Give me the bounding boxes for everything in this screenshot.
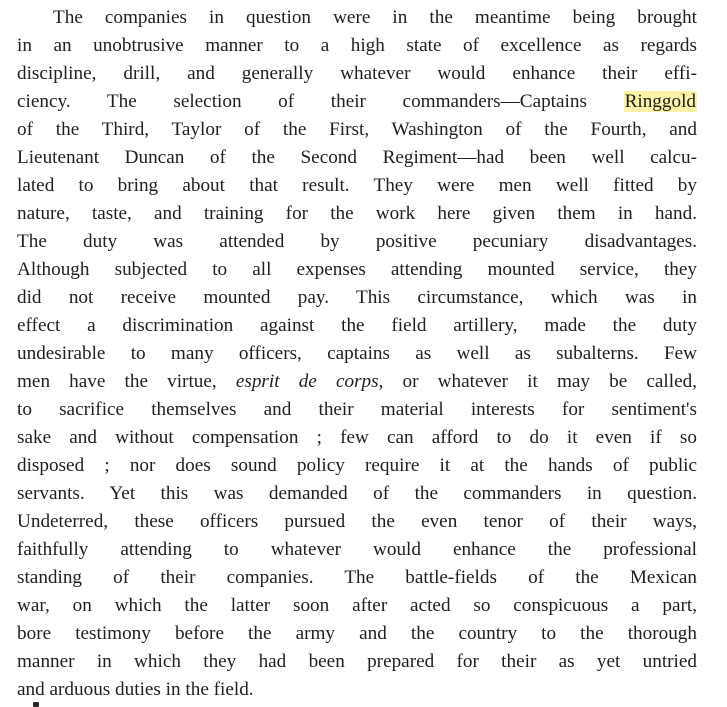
text-line — [17, 676, 697, 704]
text-segment: discipline, drill, and generally whatever would enhance their effi- — [17, 63, 697, 84]
text-segment: effect a discrimination against the field artillery, made the duty — [17, 315, 697, 336]
text-segment: Undeterred, these officers pursued the even tenor of their ways, — [17, 511, 697, 532]
text-segment: lated to bring about that result. They were men well fitted by — [17, 175, 697, 196]
text-line — [17, 592, 697, 620]
text-line — [17, 564, 697, 592]
text-segment: standing of their companies. The battle-fields of the Mexican — [17, 567, 697, 588]
text-segment: undesirable to many officers, captains as well as subalterns. Few — [17, 343, 697, 364]
text-segment: servants. Yet this was demanded of the commanders in question. — [17, 483, 697, 504]
text-segment: in an unobtrusive manner to a high state of excellence as regards — [17, 35, 697, 56]
text-segment: Lieutenant Duncan of the Second Regiment—had been well calcu- — [17, 147, 697, 168]
text-line — [17, 340, 697, 368]
text-segment: of the Third, Taylor of the First, Washington of the Fourth, and — [17, 119, 697, 140]
italic-phrase: esprit de corps — [235, 371, 379, 392]
text-segment: to sacrifice themselves and their material interests for sentiment's — [17, 399, 697, 420]
text-line — [17, 116, 697, 144]
text-segment: and arduous duties in the field. — [17, 679, 254, 700]
text-segment: nature, taste, and training for the work here given them in hand. — [17, 203, 697, 224]
text-line — [17, 536, 697, 564]
text-segment: The companies in question were in the meantime being brought — [53, 7, 697, 28]
text-line — [17, 4, 697, 32]
text-line — [17, 452, 697, 480]
text-line — [17, 88, 697, 116]
text-line — [17, 620, 697, 648]
text-segment: , or whatever it may be called, — [378, 371, 697, 392]
text-line — [17, 228, 697, 256]
text-segment: Although subjected to all expenses attending mounted service, they — [17, 259, 697, 280]
text-line — [17, 144, 697, 172]
text-line — [17, 424, 697, 452]
text-line — [17, 480, 697, 508]
text-line — [17, 60, 697, 88]
text-line — [17, 396, 697, 424]
text-line — [17, 256, 697, 284]
text-line — [17, 200, 697, 228]
text-segment: bore testimony before the army and the country to the thorough — [17, 623, 697, 644]
text-segment: men have the virtue, — [17, 371, 236, 392]
text-line — [17, 32, 697, 60]
highlighted-word: Ringgold — [624, 91, 696, 112]
text-line — [17, 172, 697, 200]
text-segment: sake and without compensation ; few can afford to do it even if so — [17, 427, 697, 448]
text-segment: war, on which the latter soon after acted so conspicuous a part, — [17, 595, 697, 616]
text-segment: faithfully attending to whatever would enhance the professional — [17, 539, 697, 560]
text-line — [17, 368, 697, 396]
text-segment: manner in which they had been prepared for their as yet untried — [17, 651, 697, 672]
body-paragraph — [17, 4, 697, 704]
next-line-fragment — [33, 702, 39, 707]
text-line — [17, 312, 697, 340]
text-segment: The duty was attended by positive pecuniary disadvantages. — [17, 231, 697, 252]
text-line — [17, 648, 697, 676]
text-line — [17, 284, 697, 312]
text-segment: ciency. The selection of their commanders—Captains — [17, 91, 624, 112]
text-segment: disposed ; nor does sound policy require it at the hands of public — [17, 455, 697, 476]
text-line — [17, 508, 697, 536]
text-segment: did not receive mounted pay. This circumstance, which was in — [17, 287, 697, 308]
